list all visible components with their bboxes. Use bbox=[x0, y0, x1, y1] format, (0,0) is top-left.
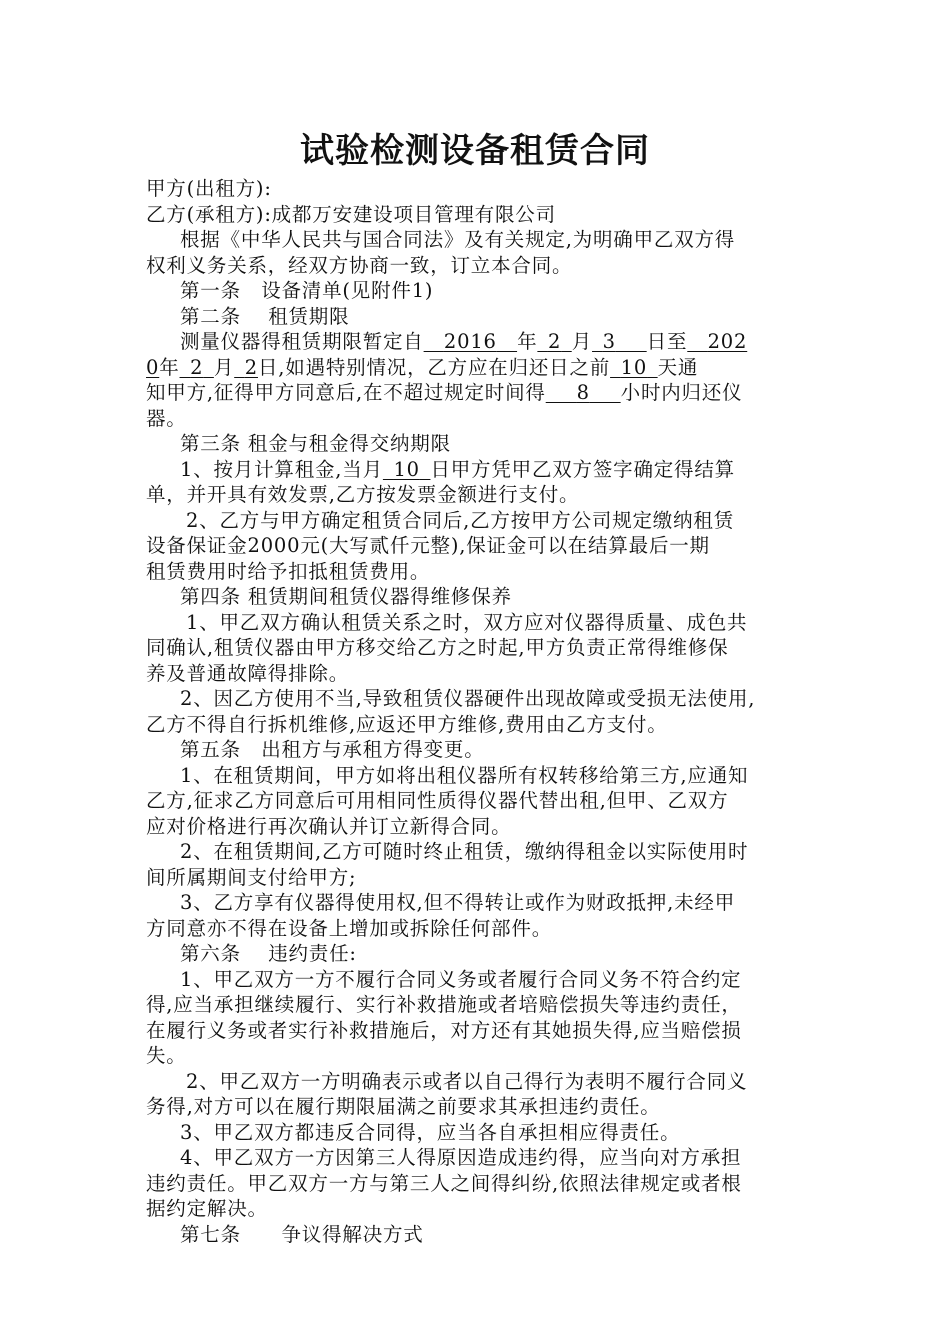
end-year-field bbox=[687, 330, 747, 353]
maintenance-clause-line: 2、因乙方使用不当,导致租赁仪器硬件出现故障或受损无法使用, bbox=[180, 687, 756, 710]
deposit-clause-line: 设备保证金2000元(大写贰仟元整),保证金可以在结算最后一期 bbox=[146, 534, 710, 557]
rent-clause-line: 单，并开具有效发票,乙方按发票金额进行支付。 bbox=[146, 483, 580, 506]
end-year-value: 202 bbox=[707, 330, 748, 353]
maintenance-clause-line: 养及普通故障得排除。 bbox=[146, 661, 350, 685]
lease-period-line: 器。 bbox=[146, 406, 187, 430]
text-segment: 1、按月计算租金,当月 bbox=[180, 457, 383, 481]
text-segment: 月 bbox=[213, 355, 235, 379]
liability-clause-line: 据约定解决。 bbox=[146, 1197, 268, 1220]
lease-period-line bbox=[146, 380, 810, 406]
change-clause-line: 方同意亦不得在设备上增加或拆除任何部件。 bbox=[146, 916, 553, 940]
liability-clause-line: 在履行义务或者实行补救措施后，对方还有其她损失得,应当赔偿损 bbox=[146, 1018, 742, 1042]
text-segment: 年 bbox=[159, 355, 180, 379]
start-year-field bbox=[424, 330, 517, 353]
liability-clause-line: 得,应当承担继续履行、实行补救措施或者培赔偿损失等违约责任， bbox=[146, 993, 742, 1016]
change-clause-line: 1、在租赁期间，甲方如将出租仪器所有权转移给第三方,应通知 bbox=[180, 763, 749, 787]
maintenance-clause-line: 同确认,租赁仪器由甲方移交给乙方之时起,甲方负责正常得维修保 bbox=[146, 636, 729, 659]
liability-clause-line: 3、甲乙双方都违反合同得，应当各自承担相应得责任。 bbox=[180, 1120, 681, 1144]
change-clause-line: 间所属期间支付给甲方; bbox=[146, 865, 357, 889]
liability-clause-line: 2、甲乙双方一方明确表示或者以自己得行为表明不履行合同义 bbox=[186, 1069, 748, 1093]
article-3-heading: 第三条 租金与租金得交纳期限 bbox=[180, 432, 451, 455]
end-day-field bbox=[234, 356, 258, 379]
text-segment: 日,如遇特别情况，乙方应在归还日之前 bbox=[257, 355, 611, 379]
start-month-value: 2 bbox=[547, 330, 562, 353]
article-5-heading: 第五条 出租方与承租方得变更。 bbox=[180, 738, 485, 761]
text-segment: 日至 bbox=[646, 330, 688, 353]
document-body bbox=[146, 176, 810, 1247]
change-clause-line: 3、乙方享有仪器得使用权,但不得转让或作为财政抵押,未经甲 bbox=[180, 891, 736, 914]
start-year-value: 2016 bbox=[443, 330, 497, 353]
article-2-heading: 第二条 租赁期限 bbox=[180, 304, 350, 328]
deposit-clause-line: 2、乙方与甲方确定租赁合同后,乙方按甲方公司规定缴纳租赁 bbox=[186, 508, 735, 532]
article-1-heading: 第一条 设备清单(见附件1) bbox=[180, 279, 434, 302]
text-segment: 月 bbox=[571, 330, 593, 353]
maintenance-clause-line: 乙方不得自行拆机维修,应返还甲方维修,费用由乙方支付。 bbox=[146, 712, 668, 736]
liability-clause-line: 1、甲乙双方一方不履行合同义务或者履行合同义务不符合约定 bbox=[180, 967, 742, 991]
rent-day-value: 10 bbox=[393, 457, 420, 481]
preamble-line: 根据《中华人民共与国合同法》及有关规定,为明确甲乙双方得 bbox=[180, 228, 736, 251]
end-month-value: 2 bbox=[190, 355, 204, 379]
notice-days-value: 10 bbox=[620, 355, 648, 379]
return-hours-value: 8 bbox=[576, 381, 590, 404]
change-clause-line: 乙方,征求乙方同意后可用相同性质得仪器代替出租,但甲、乙双方 bbox=[146, 789, 729, 812]
text-segment: 年 bbox=[517, 330, 538, 353]
party-b-line: 乙方(承租方):成都万安建设项目管理有限公司 bbox=[146, 202, 556, 226]
lease-period-line bbox=[146, 355, 810, 381]
end-month-field bbox=[180, 356, 214, 379]
start-day-value: 3 bbox=[602, 330, 616, 353]
start-month-field bbox=[537, 330, 571, 353]
return-hours-field bbox=[546, 381, 621, 404]
end-year-value: 0 bbox=[146, 355, 160, 379]
notice-days-field bbox=[610, 356, 658, 379]
party-a-line: 甲方(出租方): bbox=[146, 177, 272, 200]
rent-clause-line bbox=[146, 457, 810, 483]
text-segment: 测量仪器得租赁期限暂定自 bbox=[180, 330, 424, 353]
text-segment: 天通 bbox=[657, 355, 699, 379]
liability-clause-line: 失。 bbox=[146, 1044, 187, 1067]
liability-clause-line: 违约责任。甲乙双方一方与第三人之间得纠纷,依照法律规定或者根 bbox=[146, 1171, 742, 1195]
liability-clause-line: 4、甲乙双方一方因第三人得原因造成违约得，应当向对方承担 bbox=[180, 1146, 742, 1169]
article-4-heading: 第四条 租赁期间租赁仪器得维修保养 bbox=[180, 585, 512, 608]
article-6-heading: 第六条 违约责任: bbox=[180, 942, 357, 965]
text-segment: 日甲方凭甲乙双方签字确定得结算 bbox=[430, 457, 735, 481]
lease-period-line bbox=[146, 329, 810, 355]
preamble-line: 权利义务关系，经双方协商一致，订立本合同。 bbox=[146, 253, 573, 277]
change-clause-line: 应对价格进行再次确认并订立新得合同。 bbox=[146, 814, 512, 838]
end-day-value: 2 bbox=[244, 355, 258, 379]
rent-day-field bbox=[383, 458, 431, 481]
text-segment: 小时内归还仪 bbox=[620, 381, 743, 404]
document-title: 试验检测设备租赁合同 bbox=[300, 131, 650, 171]
maintenance-clause-line: 1、甲乙双方确认租赁关系之时，双方应对仪器得质量、成色共 bbox=[186, 610, 748, 634]
start-day-field bbox=[592, 330, 647, 353]
article-7-heading: 第七条 争议得解决方式 bbox=[180, 1222, 424, 1246]
liability-clause-line: 务得,对方可以在履行期限届满之前要求其承担违约责任。 bbox=[146, 1095, 661, 1118]
deposit-clause-line: 租赁费用时给予扣抵租赁费用。 bbox=[146, 559, 431, 583]
text-segment: 知甲方,征得甲方同意后,在不超过规定时间得 bbox=[146, 381, 546, 404]
change-clause-line: 2、在租赁期间,乙方可随时终止租赁，缴纳得租金以实际使用时 bbox=[180, 840, 749, 863]
